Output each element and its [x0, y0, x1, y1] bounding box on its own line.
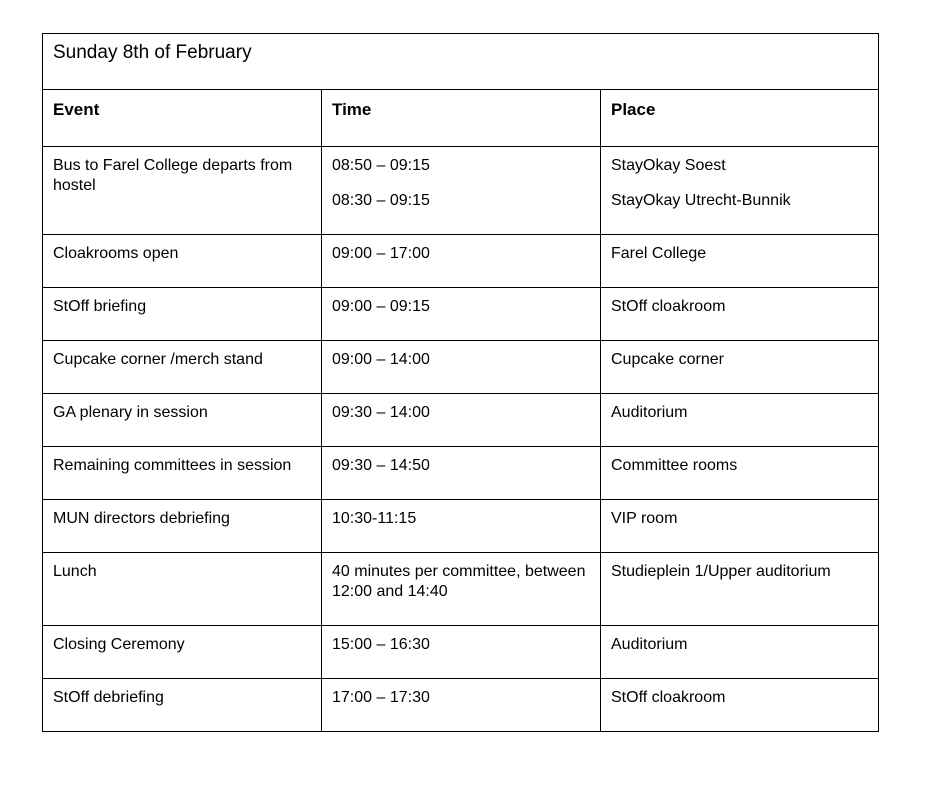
event-cell: GA plenary in session: [43, 394, 322, 447]
schedule-table: [42, 33, 879, 732]
event-cell: Lunch: [43, 553, 322, 626]
event-cell: Cloakrooms open: [43, 235, 322, 288]
header-time: Time: [322, 90, 601, 147]
time-cell: 40 minutes per committee, between 12:00 and 14:40: [322, 553, 601, 626]
place-cell: StOff cloakroom: [601, 679, 879, 732]
event-cell: Closing Ceremony: [43, 626, 322, 679]
table-row: [43, 553, 879, 626]
place-cell: VIP room: [601, 500, 879, 553]
time-cell: 09:00 – 17:00: [322, 235, 601, 288]
time-cell: 15:00 – 16:30: [322, 626, 601, 679]
table-row: [43, 679, 879, 732]
header-event: Event: [43, 90, 322, 147]
place-cell: Farel College: [601, 235, 879, 288]
table-row: [43, 288, 879, 341]
place-cell: Auditorium: [601, 626, 879, 679]
header-row: [43, 90, 879, 147]
table-row: [43, 626, 879, 679]
place-line: StayOkay Soest: [611, 157, 726, 174]
event-cell: StOff debriefing: [43, 679, 322, 732]
place-cell: StOff cloakroom: [601, 288, 879, 341]
time-cell: 09:00 – 09:15: [322, 288, 601, 341]
time-cell: 09:00 – 14:00: [322, 341, 601, 394]
event-cell: StOff briefing: [43, 288, 322, 341]
title-row: [43, 34, 879, 90]
place-cell: Cupcake corner: [601, 341, 879, 394]
time-cell: 09:30 – 14:00: [322, 394, 601, 447]
time-line: 08:30 – 09:15: [332, 192, 430, 209]
table-row: [43, 147, 879, 235]
event-cell: Bus to Farel College departs from hostel: [43, 147, 322, 235]
place-cell: [601, 147, 879, 235]
table-row: [43, 500, 879, 553]
table-row: [43, 447, 879, 500]
event-cell: Remaining committees in session: [43, 447, 322, 500]
time-cell: 09:30 – 14:50: [322, 447, 601, 500]
place-line: StayOkay Utrecht-Bunnik: [611, 192, 791, 209]
table-title: Sunday 8th of February: [43, 34, 879, 90]
event-cell: Cupcake corner /merch stand: [43, 341, 322, 394]
header-place: Place: [601, 90, 879, 147]
place-cell: Studieplein 1/Upper auditorium: [601, 553, 879, 626]
table-row: [43, 341, 879, 394]
time-cell: [322, 147, 601, 235]
time-cell: 17:00 – 17:30: [322, 679, 601, 732]
place-cell: Auditorium: [601, 394, 879, 447]
event-cell: MUN directors debriefing: [43, 500, 322, 553]
table-row: [43, 394, 879, 447]
time-line: 08:50 – 09:15: [332, 157, 430, 174]
place-cell: Committee rooms: [601, 447, 879, 500]
time-cell: 10:30-11:15: [322, 500, 601, 553]
table-row: [43, 235, 879, 288]
